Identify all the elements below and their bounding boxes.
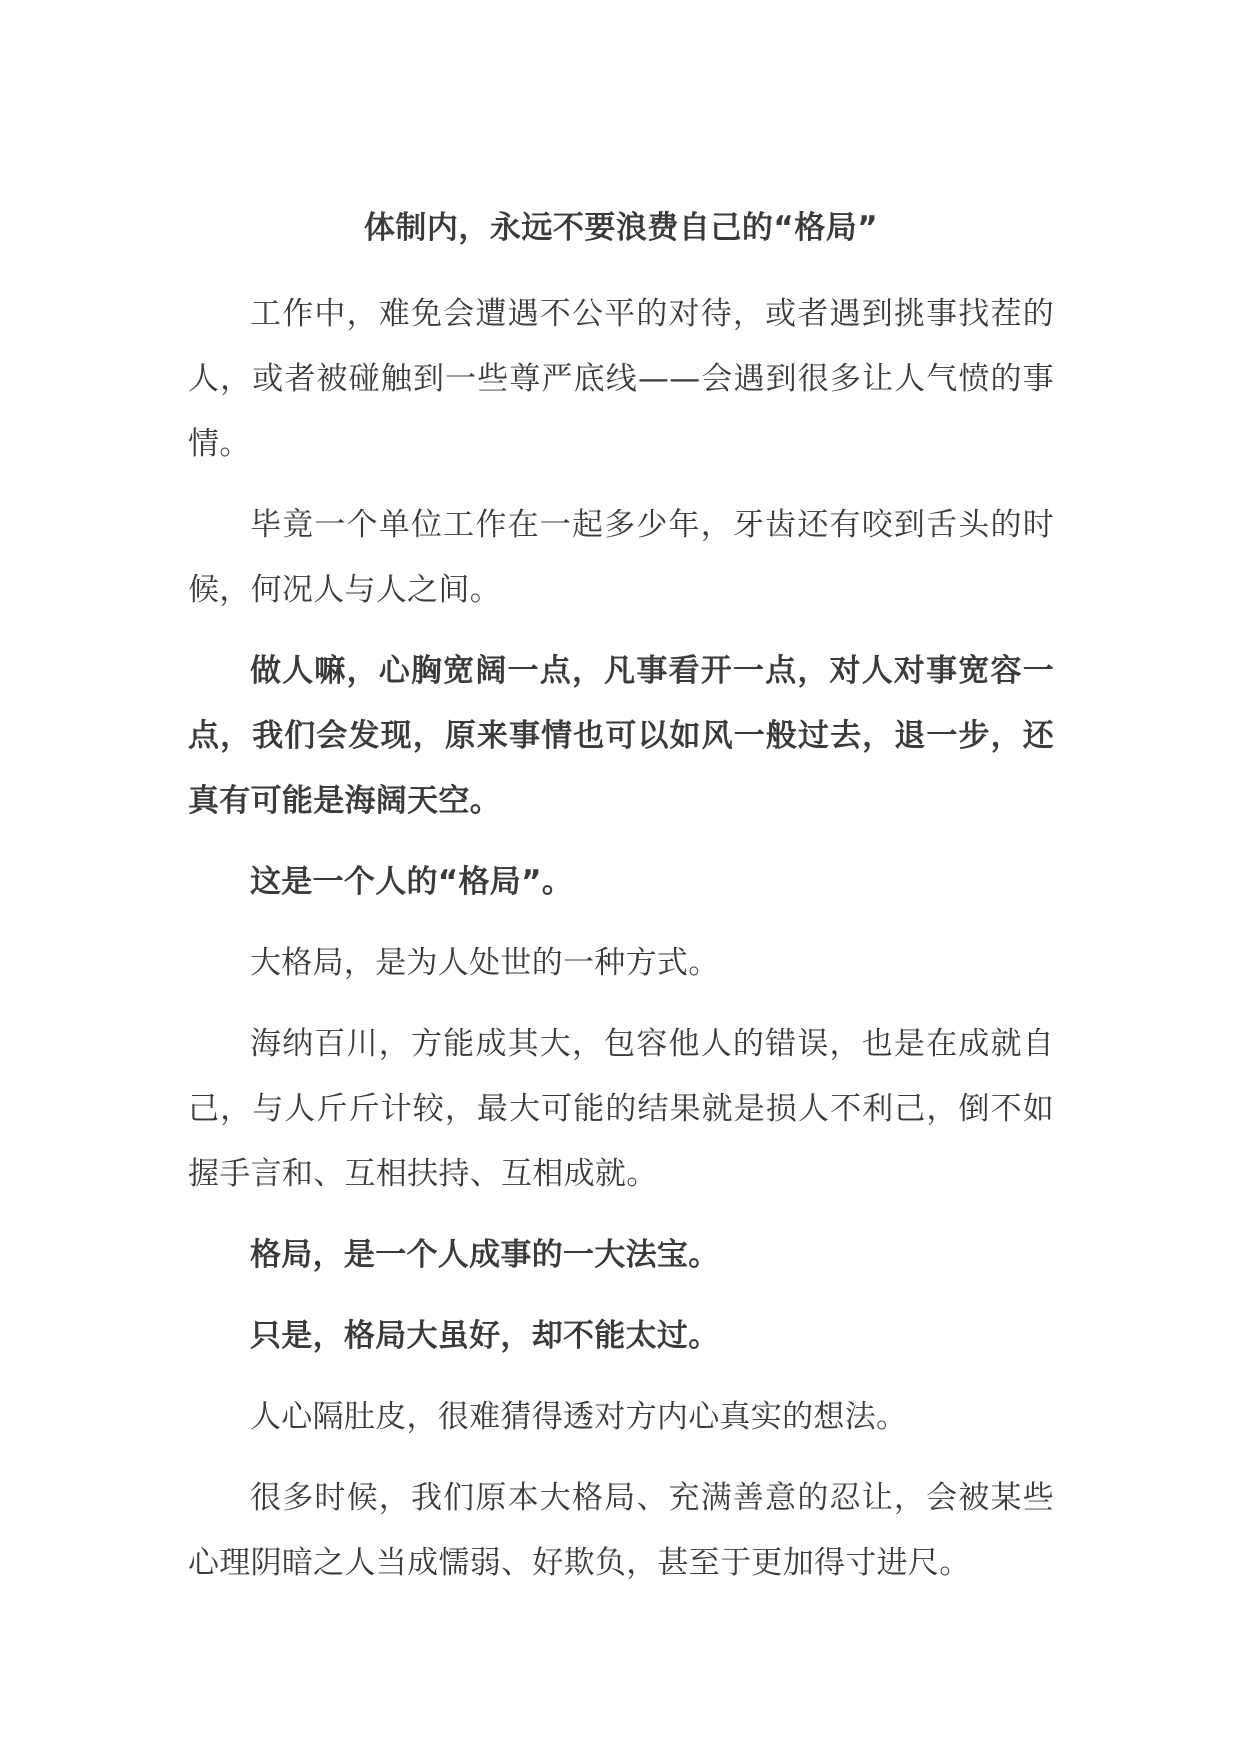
paragraph-7: 格局，是一个人成事的一大法宝。 [250,1237,720,1273]
document-title: 体制内，永远不要浪费自己的“格局” [363,210,879,246]
paragraph-1: 工作中，难免会遭遇不公平的对待，或者遇到挑事找茬的人，或者被碰触到一些尊严底线——会遇到很多让人气愤的事情。 [188,296,1054,462]
paragraph-4: 这是一个人的“格局”。 [250,864,574,900]
paragraph-8: 只是，格局大虽好，却不能太过。 [250,1318,720,1354]
paragraph-9: 人心隔肚皮，很难猜得透对方内心真实的想法。 [250,1399,908,1435]
paragraph-6: 海纳百川，方能成其大，包容他人的错误，也是在成就自己，与人斤斤计较，最大可能的结果就是损人不利己，倒不如握手言和、互相扶持、互相成就。 [188,1026,1054,1192]
paragraph-2: 毕竟一个单位工作在一起多少年，牙齿还有咬到舌头的时候，何况人与人之间。 [188,507,1054,608]
paragraph-3: 做人嘛，心胸宽阔一点，凡事看开一点，对人对事宽容一点，我们会发现，原来事情也可以如风一般过去，退一步，还真有可能是海阔天空。 [188,653,1054,819]
paragraph-5: 大格局，是为人处世的一种方式。 [250,945,720,981]
paragraph-10: 很多时候，我们原本大格局、充满善意的忍让，会被某些心理阴暗之人当成懦弱、好欺负，甚至于更加得寸进尺。 [188,1480,1054,1581]
document-body [188,200,1054,1612]
